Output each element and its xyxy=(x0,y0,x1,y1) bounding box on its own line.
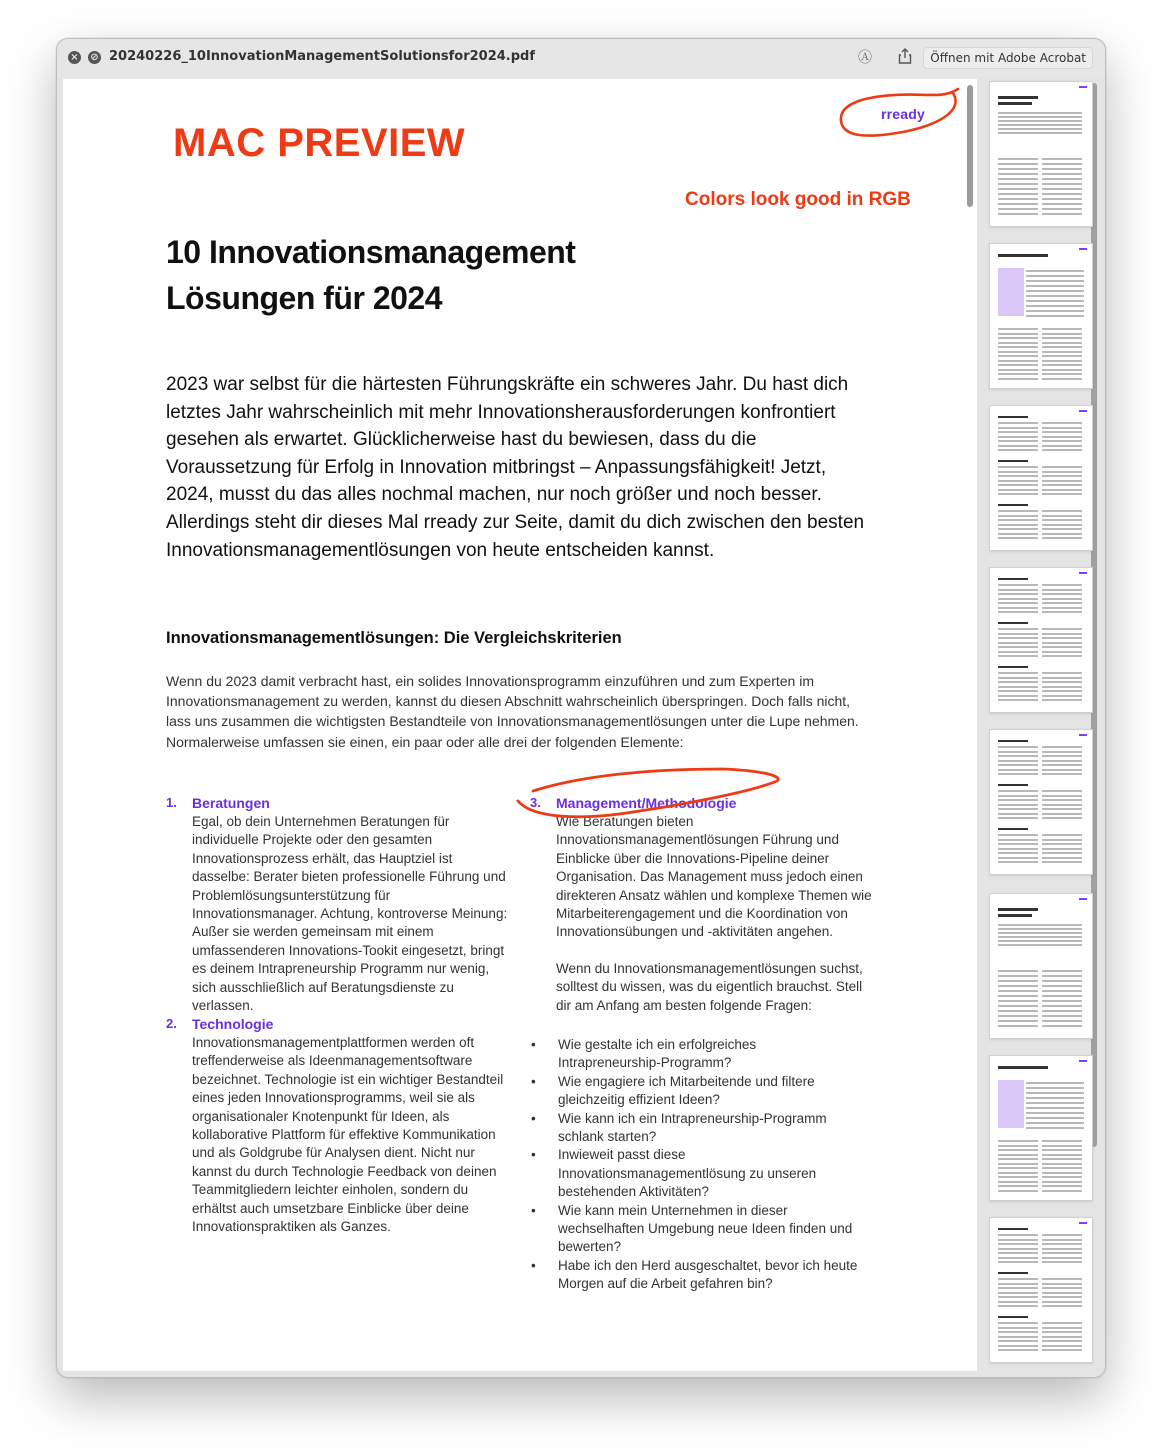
page-thumbnail[interactable] xyxy=(989,729,1093,875)
window-title: 20240226_10InnovationManagementSolutionsfor2024.pdf xyxy=(109,49,536,64)
item-1-body: Egal, ob dein Unternehmen Beratungen für individuelle Projekte oder den gesamten Innovationsprozess erhält, das Hauptziel ist dasselbe: Berater bieten professionelle Führung und Problemlösungsunterstützung für Innovationsmanager. Achtung, kontroverse Meinung: Außer sie werden gemeinsam mit einem umfassenderen Innovations-Tookit eingesetzt, bringt es deinem Intrapreneurship Programm nur wenig, sich ausschließlich auf Beratungsdienste zu verlassen. xyxy=(192,814,508,1014)
rgb-note-annotation: Colors look good in RGB xyxy=(685,189,911,210)
preview-window xyxy=(56,38,1106,1378)
rready-logo: rready xyxy=(881,106,926,122)
item-3-body: Wie Beratungen bieten Innovationsmanagementlösungen Führung und Einblicke über die Innovations-Pipeline deiner Organisation. Das Management muss jedoch einen direkteren Ansatz wählen und komplexe Themen wie Mitarbeiterengagement und die Koordination von Innovationsübungen und -aktivitäten angehen. xyxy=(556,814,872,940)
page-thumbnail[interactable] xyxy=(989,893,1093,1039)
title-bar xyxy=(57,39,1105,77)
page-scrollbar[interactable] xyxy=(967,79,973,1371)
document-title xyxy=(166,229,575,321)
title-line-2: Lösungen für 2024 xyxy=(166,280,442,316)
list-item: • Wie kann mein Unternehmen in dieser wechselhaften Umgebung neue Ideen finden und bewerten? xyxy=(529,1202,859,1257)
mac-preview-annotation: MAC PREVIEW xyxy=(173,121,466,165)
question-list xyxy=(529,1036,859,1294)
minimize-disabled-icon: ⊘ xyxy=(88,51,101,64)
list-item: • Wie gestalte ich ein erfolgreiches Intrapreneurship-Programm? xyxy=(529,1036,859,1073)
page-thumbnail[interactable] xyxy=(989,1217,1093,1363)
pdf-page xyxy=(63,79,977,1371)
list-item: • Wie kann ich ein Intrapreneurship-Programm schlank starten? xyxy=(529,1110,859,1147)
item-2-number: 2. xyxy=(166,1016,177,1031)
intro-paragraph: 2023 war selbst für die härtesten Führungskräfte ein schweres Jahr. Du hast dich letztes Jahr wahrscheinlich mit mehr Innovationsherausforderungen konfrontiert gesehen als erwartet. Glücklicherweise hast du bewiesen, dass du die Voraussetzung für Erfolg in Innovation mitbringst – Anpassungsfähigkeit! Jetzt, 2024, musst du das alles nochmal machen, nur noch größer und noch besser. Allerdings steht dir dieses Mal rready zur Seite, damit du dich zwischen den besten Innovationsmanagementlösungen von heute entscheiden kannst. xyxy=(166,374,865,561)
section-heading: Innovationsmanagementlösungen: Die Vergleichskriterien xyxy=(166,629,622,647)
title-line-1: 10 Innovationsmanagement xyxy=(166,234,576,270)
page-thumbnail[interactable] xyxy=(989,81,1093,227)
item-3-number: 3. xyxy=(530,795,541,810)
item-1-heading: Beratungen xyxy=(192,795,270,811)
markup-icon[interactable]: Ⓐ xyxy=(858,50,872,66)
list-item: • Inwieweit passt diese Innovationsmanagementlösung zu unseren bestehenden Aktivitäten? xyxy=(529,1146,859,1201)
page-thumbnail[interactable] xyxy=(989,1055,1093,1201)
page-thumbnail[interactable] xyxy=(989,243,1093,389)
close-window-icon[interactable]: × xyxy=(68,51,81,64)
item-2-heading: Technologie xyxy=(192,1016,274,1032)
page-scroll-thumb[interactable] xyxy=(967,85,973,207)
open-with-acrobat-button[interactable]: Öffnen mit Adobe Acrobat xyxy=(923,47,1093,69)
item-3-body-2: Wenn du Innovationsmanagementlösungen suchst, solltest du wissen, was du eigentlich brauchst. Stell dir am Anfang am besten folgende Fragen: xyxy=(556,961,863,1013)
section-paragraph: Wenn du 2023 damit verbracht hast, ein solides Innovationsprogramm einzuführen und zum Experten im Innovationsmanagement zu werden, kannst du diesen Abschnitt wahrscheinlich überspringen. Doch falls nicht, lass uns zusammen die wichtigsten Bestandteile von Innovationsmanagementlösungen unter die Lupe nehmen. Normalerweise umfassen sie einen, ein paar oder alle drei der folgenden Elemente: xyxy=(166,673,859,750)
item-3-heading: Management/Methodologie xyxy=(556,795,737,811)
list-item: • Wie engagiere ich Mitarbeitende und filtere gleichzeitig effizient Ideen? xyxy=(529,1073,859,1110)
thumbnail-sidebar xyxy=(979,79,1105,1377)
list-item: • Habe ich den Herd ausgeschaltet, bevor ich heute Morgen auf die Arbeit gefahren bin? xyxy=(529,1257,859,1294)
share-icon[interactable] xyxy=(895,48,915,68)
page-thumbnail[interactable] xyxy=(989,405,1093,551)
item-2-body: Innovationsmanagementplattformen werden oft treffenderweise als Ideenmanagementsoftware bezeichnet. Technologie ist ein wichtiger Bestandteil eines jeden Innovationsprogramms, weil sie als organisationaler Knotenpunkt für Ideen, als kollaborative Plattform für effektive Kommunikation und als Goldgrube für Analysen dient. Nicht nur kannst du durch Technologie Feedback von deinen Teammitgliedern leichter einholen, sondern du erhältst auch umsetzbare Einblicke über deine Innovationspraktiken als Ganzes. xyxy=(192,1035,504,1235)
page-thumbnail[interactable] xyxy=(989,567,1093,713)
item-1-number: 1. xyxy=(166,795,177,810)
